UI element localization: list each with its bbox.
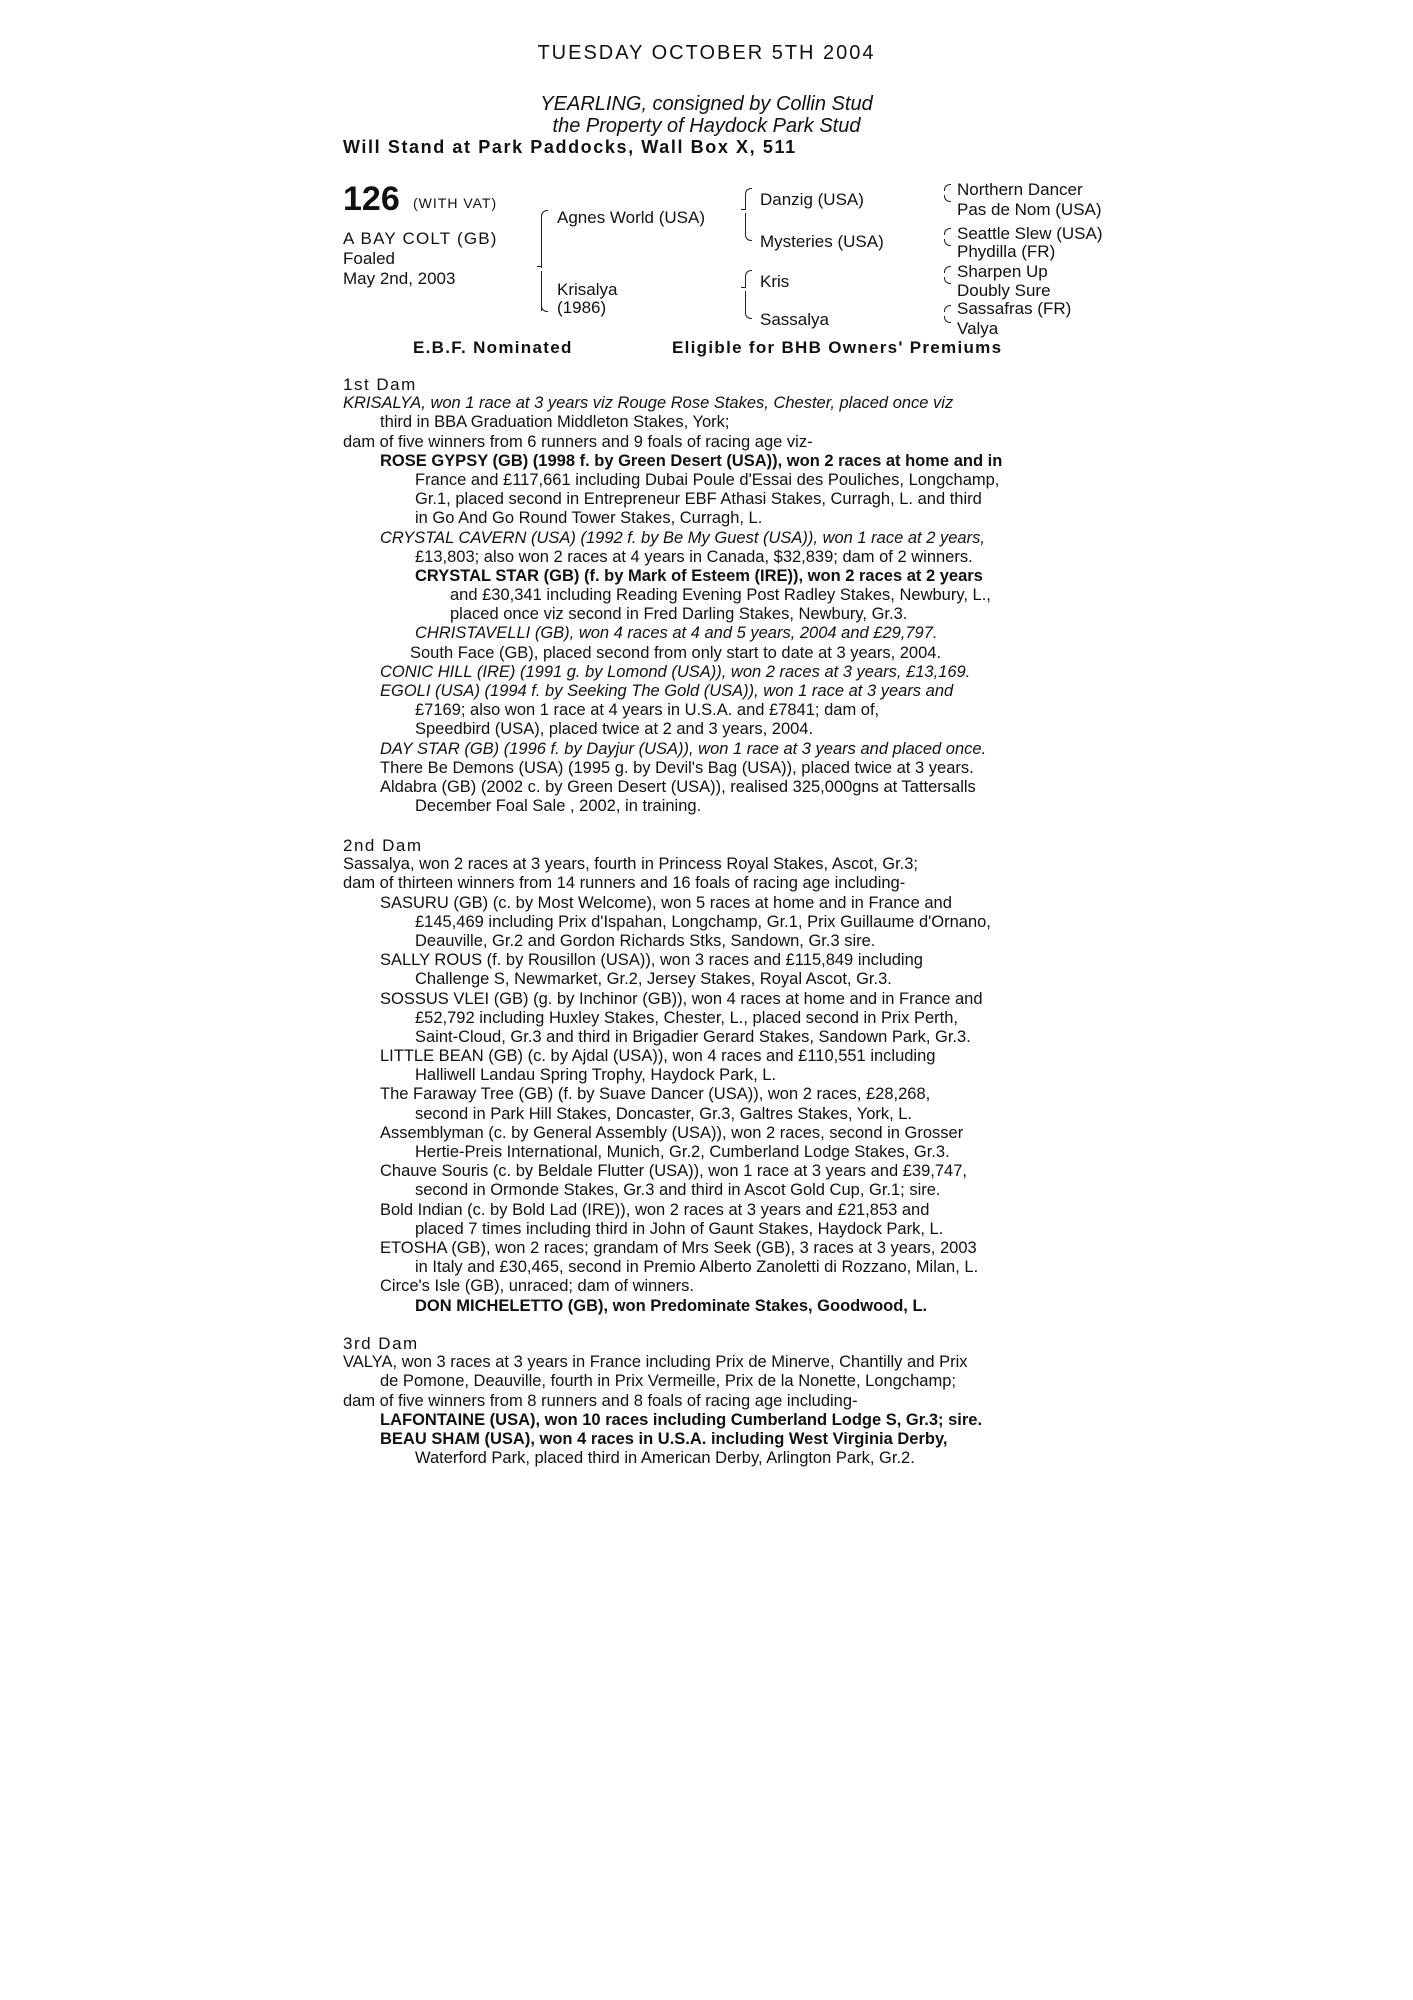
dam-entry: de Pomone, Deauville, fourth in Prix Vermeille, Prix de la Nonette, Longchamp; xyxy=(380,1372,956,1391)
progeny-entry: placed once viz second in Fred Darling Stakes, Newbury, Gr.3. xyxy=(450,605,908,624)
first-dam-section xyxy=(343,375,1103,816)
pedigree-g7: Sassafras (FR) xyxy=(957,299,1072,318)
dam-entry: dam of thirteen winners from 14 runners and 16 foals of racing age including- xyxy=(343,874,906,893)
pedigree-g6: Doubly Sure xyxy=(957,281,1051,300)
progeny-entry: Halliwell Landau Spring Trophy, Haydock Park, L. xyxy=(415,1066,777,1085)
bhb-eligibility: Eligible for BHB Owners' Premiums xyxy=(672,338,1003,357)
progeny-entry: The Faraway Tree (GB) (f. by Suave Dancer (USA)), won 2 races, £28,268, xyxy=(380,1085,931,1104)
progeny-entry: Circe's Isle (GB), unraced; dam of winners. xyxy=(380,1277,695,1296)
dam-entry: third in BBA Graduation Middleton Stakes, York; xyxy=(380,413,730,432)
progeny-entry: ROSE GYPSY (GB) (1998 f. by Green Desert (USA)), won 2 races at home and in xyxy=(380,451,1003,470)
section-heading: 2nd Dam xyxy=(343,836,423,855)
lot-number: 126 xyxy=(343,180,400,218)
consignor-line: YEARLING, consigned by Collin Stud xyxy=(540,93,873,115)
pedigree-g2: Pas de Nom (USA) xyxy=(957,200,1102,219)
progeny-entry: BEAU SHAM (USA), won 4 races in U.S.A. including West Virginia Derby, xyxy=(380,1429,948,1448)
progeny-entry: France and £117,661 including Dubai Poule d'Essai des Pouliches, Longchamp, xyxy=(415,470,1000,489)
progeny-entry: Chauve Souris (c. by Beldale Flutter (USA)), won 1 race at 3 years and £39,747, xyxy=(380,1162,967,1181)
progeny-entry: DON MICHELETTO (GB), won Predominate Stakes, Goodwood, L. xyxy=(415,1296,928,1315)
progeny-entry: ETOSHA (GB), won 2 races; grandam of Mrs Seek (GB), 3 races at 3 years, 2003 xyxy=(380,1238,977,1257)
pedigree-dam-sire: Kris xyxy=(760,272,790,291)
pedigree-sire-dam: Mysteries (USA) xyxy=(760,232,884,251)
pedigree-g1: Northern Dancer xyxy=(957,180,1083,199)
progeny-entry: Deauville, Gr.2 and Gordon Richards Stks, Sandown, Gr.3 sire. xyxy=(415,931,876,950)
progeny-entry: second in Park Hill Stakes, Doncaster, Gr.3, Galtres Stakes, York, L. xyxy=(415,1104,913,1123)
progeny-entry: Saint-Cloud, Gr.3 and third in Brigadier Gerard Stakes, Sandown Park, Gr.3. xyxy=(415,1027,971,1046)
second-dam-section xyxy=(343,836,1103,1316)
progeny-entry: EGOLI (USA) (1994 f. by Seeking The Gold (USA)), won 1 race at 3 years and xyxy=(380,682,954,700)
progeny-entry: Aldabra (GB) (2002 c. by Green Desert (USA)), realised 325,000gns at Tattersalls xyxy=(380,777,976,796)
section-heading: 3rd Dam xyxy=(343,1334,419,1353)
progeny-entry: LAFONTAINE (USA), won 10 races including Cumberland Lodge S, Gr.3; sire. xyxy=(380,1410,983,1429)
vat-note: (WITH VAT) xyxy=(413,195,498,211)
pedigree-g3: Seattle Slew (USA) xyxy=(957,224,1103,243)
pedigree-g8: Valya xyxy=(957,319,999,338)
pedigree-dam-dam: Sassalya xyxy=(760,310,829,329)
progeny-entry: £145,469 including Prix d'Ispahan, Longchamp, Gr.1, Prix Guillaume d'Ornano, xyxy=(415,912,991,931)
progeny-entry: £52,792 including Huxley Stakes, Chester, L., placed second in Prix Perth, xyxy=(415,1008,958,1027)
progeny-entry: Bold Indian (c. by Bold Lad (IRE)), won 2 races at 3 years and £21,853 and xyxy=(380,1200,930,1219)
progeny-entry: Hertie-Preis International, Munich, Gr.2, Cumberland Lodge Stakes, Gr.3. xyxy=(415,1143,950,1161)
dam-entry: dam of five winners from 8 runners and 8 foals of racing age including- xyxy=(343,1391,858,1410)
progeny-entry: £13,803; also won 2 races at 4 years in Canada, $32,839; dam of 2 winners. xyxy=(415,547,973,566)
progeny-entry: SOSSUS VLEI (GB) (g. by Inchinor (GB)), won 4 races at home and in France and xyxy=(380,989,983,1008)
progeny-entry: Challenge S, Newmarket, Gr.2, Jersey Stakes, Royal Ascot, Gr.3. xyxy=(415,970,892,989)
stable-location: Will Stand at Park Paddocks, Wall Box X, 511 xyxy=(343,137,797,157)
progeny-entry: CHRISTAVELLI (GB), won 4 races at 4 and 5 years, 2004 and £29,797. xyxy=(415,624,938,643)
progeny-entry: CRYSTAL STAR (GB) (f. by Mark of Esteem (IRE)), won 2 races at 2 years xyxy=(415,566,983,585)
pedigree-g4: Phydilla (FR) xyxy=(957,242,1056,261)
dam-entry: dam of five winners from 6 runners and 9 foals of racing age viz- xyxy=(343,432,813,451)
third-dam-section xyxy=(343,1334,1103,1468)
pedigree-dam-year: (1986) xyxy=(557,298,607,317)
progeny-entry: SALLY ROUS (f. by Rousillon (USA)), won 3 races and £115,849 including xyxy=(380,951,923,970)
section-heading: 1st Dam xyxy=(343,375,417,394)
lot-description: A BAY COLT (GB) xyxy=(343,229,498,248)
progeny-entry: Gr.1, placed second in Entrepreneur EBF Athasi Stakes, Curragh, L. and third xyxy=(415,490,982,509)
progeny-entry: DAY STAR (GB) (1996 f. by Dayjur (USA)), won 1 race at 3 years and placed once. xyxy=(380,739,987,758)
progeny-entry: LITTLE BEAN (GB) (c. by Ajdal (USA)), won 4 races and £110,551 including xyxy=(380,1047,936,1066)
progeny-entry: and £30,341 including Reading Evening Post Radley Stakes, Newbury, L., xyxy=(450,586,991,605)
progeny-entry: CRYSTAL CAVERN (USA) (1992 f. by Be My Guest (USA)), won 1 race at 2 years, xyxy=(380,528,985,547)
progeny-entry: in Go And Go Round Tower Stakes, Curragh, L. xyxy=(415,509,763,528)
property-line: the Property of Haydock Park Stud xyxy=(552,115,861,137)
pedigree-sire: Agnes World (USA) xyxy=(557,208,706,227)
progeny-entry: Assemblyman (c. by General Assembly (USA)), won 2 races, second in Grosser xyxy=(380,1123,964,1142)
dam-entry: KRISALYA, won 1 race at 3 years viz Rouge Rose Stakes, Chester, placed once viz xyxy=(343,394,954,413)
progeny-entry: Waterford Park, placed third in American Derby, Arlington Park, Gr.2. xyxy=(415,1449,915,1468)
progeny-entry: £7169; also won 1 race at 4 years in U.S.A. and £7841; dam of, xyxy=(415,701,880,720)
pedigree-sire-sire: Danzig (USA) xyxy=(760,190,864,209)
progeny-entry: There Be Demons (USA) (1995 g. by Devil's Bag (USA)), placed twice at 3 years. xyxy=(380,758,974,777)
pedigree-g5: Sharpen Up xyxy=(957,262,1048,281)
progeny-entry: CONIC HILL (IRE) (1991 g. by Lomond (USA)), won 2 races at 3 years, £13,169. xyxy=(380,662,971,681)
progeny-entry: in Italy and £30,465, second in Premio Alberto Zanoletti di Rozzano, Milan, L. xyxy=(415,1258,979,1277)
progeny-entry: placed 7 times including third in John of Gaunt Stakes, Haydock Park, L. xyxy=(415,1219,944,1238)
foaled-label: Foaled xyxy=(343,249,395,268)
progeny-entry: second in Ormonde Stakes, Gr.3 and third in Ascot Gold Cup, Gr.1; sire. xyxy=(415,1181,941,1200)
progeny-entry: South Face (GB), placed second from only start to date at 3 years, 2004. xyxy=(410,643,942,662)
ebf-nominated: E.B.F. Nominated xyxy=(413,338,573,357)
progeny-entry: SASURU (GB) (c. by Most Welcome), won 5 races at home and in France and xyxy=(380,893,952,912)
progeny-entry: Speedbird (USA), placed twice at 2 and 3 years, 2004. xyxy=(415,720,814,739)
dam-entry: VALYA, won 3 races at 3 years in France including Prix de Minerve, Chantilly and Prix xyxy=(343,1353,968,1372)
foaled-date: May 2nd, 2003 xyxy=(343,269,456,288)
pedigree-dam: Krisalya xyxy=(557,280,618,299)
progeny-entry: December Foal Sale , 2002, in training. xyxy=(415,797,702,816)
dam-entry: Sassalya, won 2 races at 3 years, fourth in Princess Royal Stakes, Ascot, Gr.3; xyxy=(343,855,919,874)
sale-date: TUESDAY OCTOBER 5TH 2004 xyxy=(537,42,876,64)
